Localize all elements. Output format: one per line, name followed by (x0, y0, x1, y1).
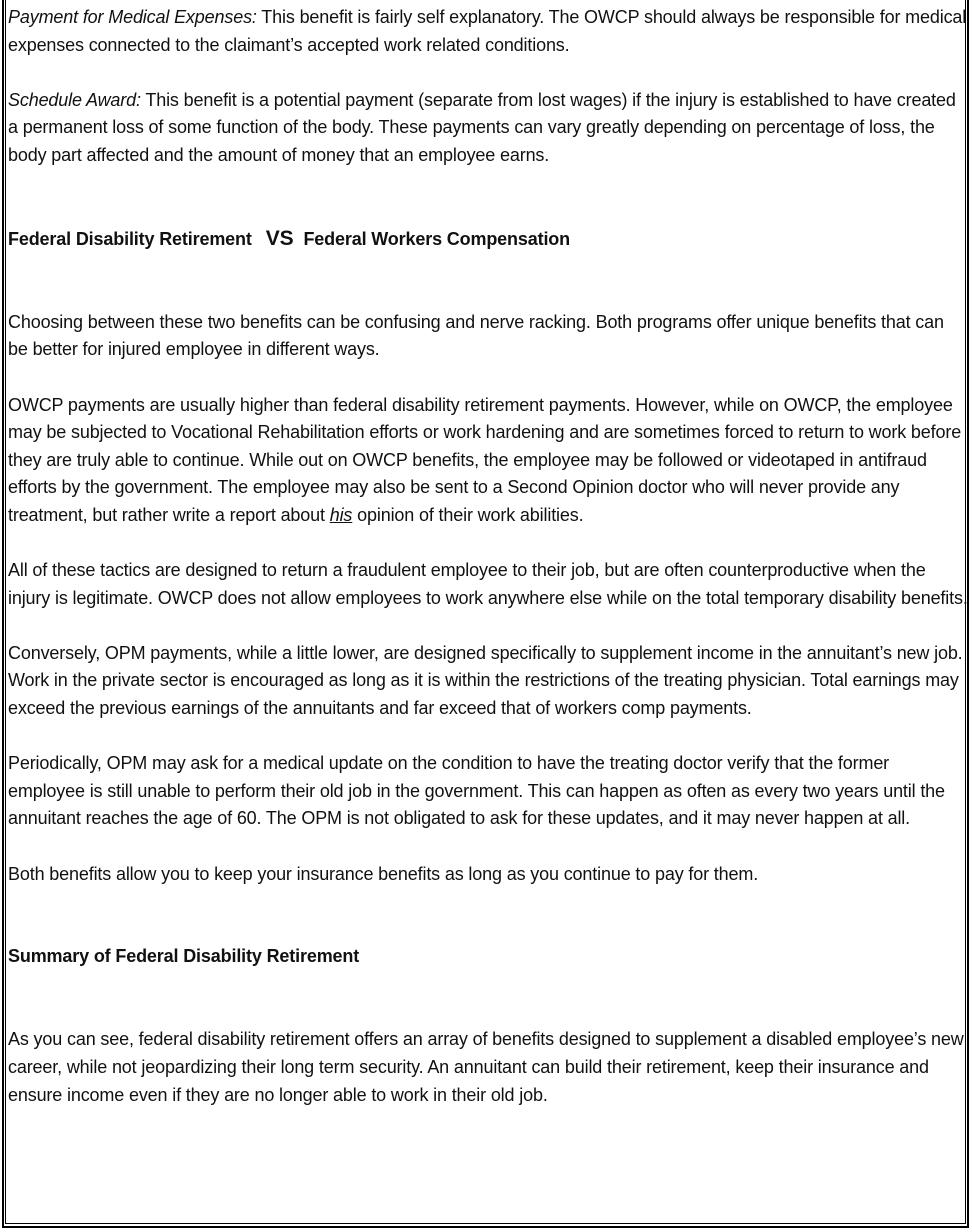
document-body (8, 4, 968, 1109)
paragraph-medical-update: Periodically, OPM may ask for a medical update on the condition to have the treating doctor verify that the former employee is still unable to perform their old job in the government. This can happen as often as every two years until the annuitant reaches the age of 60. The OPM is not obligated to ask for these updates, and it may never happen at all. (8, 753, 945, 829)
heading-left: Federal Disability Retirement (8, 228, 252, 249)
heading-right: Federal Workers Compensation (303, 228, 570, 249)
medical-expenses-label: Payment for Medical Expenses: (8, 7, 257, 27)
owcp-underlined-word: his (329, 504, 353, 525)
spacer (8, 888, 968, 943)
spacer (8, 170, 968, 225)
owcp-text-after: opinion of their work abilities. (352, 504, 584, 525)
schedule-award-text: This benefit is a potential payment (separate from lost wages) if the injury is established to have created a permanent loss of some function of the body. These payments can vary greatly depending on percentage of loss, the body part affected and the amount of money that an employee earns. (8, 89, 956, 165)
spacer (8, 998, 968, 1026)
heading-vs: VS (265, 226, 294, 250)
owcp-text-before: OWCP payments are usually higher than federal disability retirement payments. However, while on OWCP, the employee may be subjected to Vocational Rehabilitation efforts or work hardening and are sometimes forced to return to work before they are truly able to continue. While out on OWCP benefits, the employee may be followed or videotaped in antifraud efforts by the government. The employee may also be sent to a Second Opinion doctor who will never provide any treatment, but rather write a report about (8, 394, 962, 525)
schedule-award-label: Schedule Award: (8, 89, 141, 110)
paragraph-schedule-award (8, 87, 968, 170)
spacer (8, 281, 968, 309)
paragraph-insurance: Both benefits allow you to keep your insurance benefits as long as you continue to pay for them. (8, 863, 759, 884)
section-heading-summary: Summary of Federal Disability Retirement (8, 946, 360, 967)
paragraph-medical-expenses (8, 4, 968, 59)
paragraph-choosing: Choosing between these two benefits can be confusing and nerve racking. Both programs offer unique benefits that can be better for injured employee in different ways. (8, 311, 944, 360)
paragraph-owcp-payments (8, 392, 968, 530)
medical-expenses-text: This benefit is fairly self explanatory. The OWCP should always be responsible for medical expenses connected to the claimant’s accepted work related conditions. (8, 7, 967, 55)
paragraph-opm-payments: Conversely, OPM payments, while a little lower, are designed specifically to supplement income in the annuitant’s new job. Work in the private sector is encouraged as long as it is within the restrictions of the treating physician. Total earnings may exceed the previous earnings of the annuitants and far exceed that of workers comp payments. (8, 642, 963, 719)
paragraph-summary: As you can see, federal disability retirement offers an array of benefits designed to supplement a disabled employee’s new career, while not jeopardizing their long term security. An annuitant can build their retirement, keep their insurance and ensure income even if they are no longer able to work in their old job. (8, 1029, 964, 1105)
section-heading-comparison (8, 225, 968, 254)
paragraph-tactics: All of these tactics are designed to return a fraudulent employee to their job, but are often counterproductive when the injury is legitimate. OWCP does not allow employees to work anywhere else while on the total temporary disability benefits. (8, 560, 968, 608)
